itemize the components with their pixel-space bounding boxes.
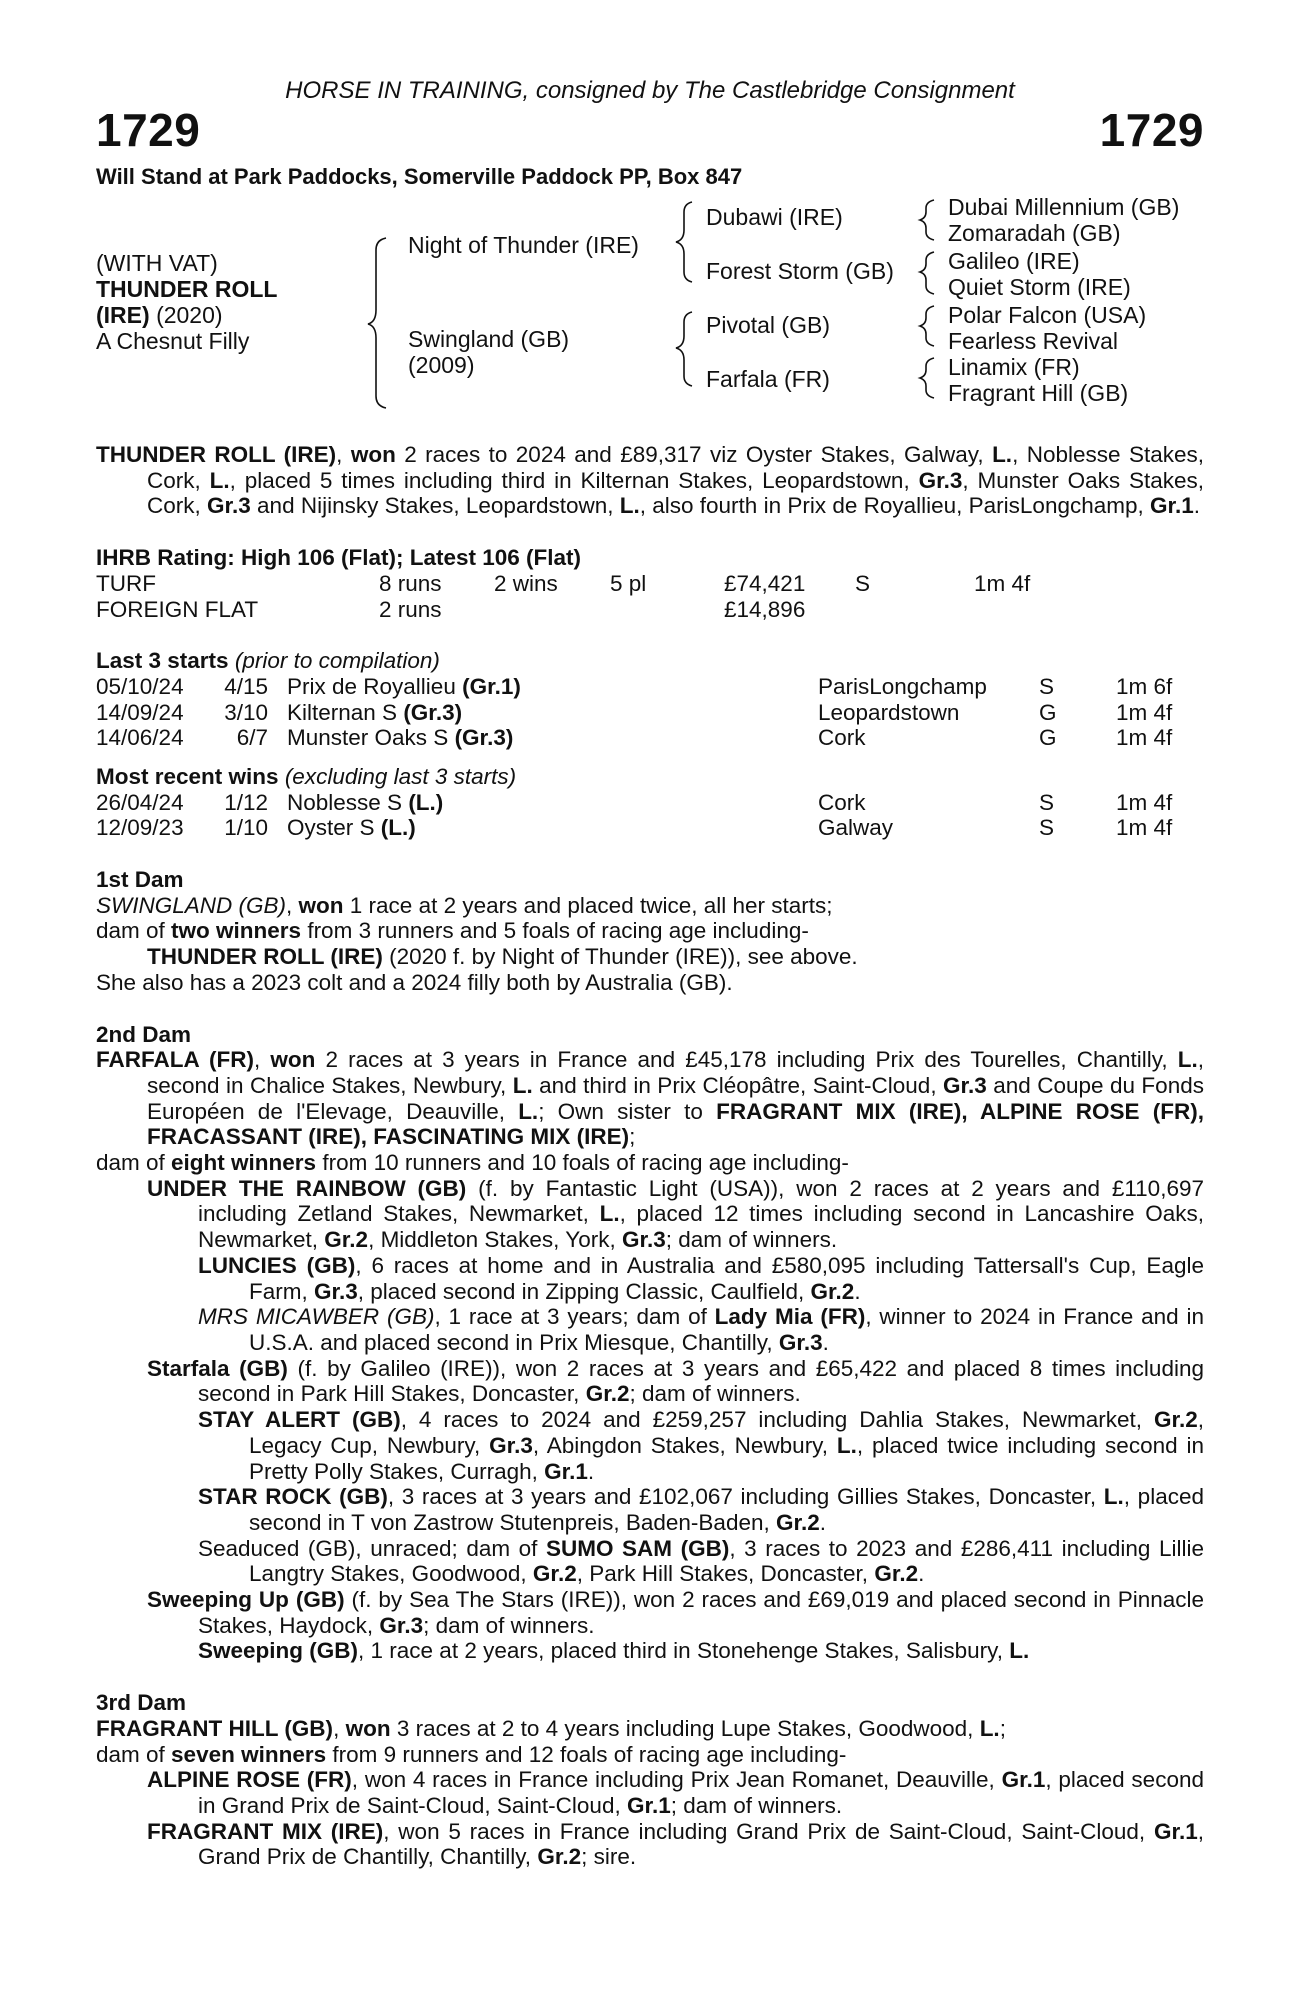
race-dist: 1m 4f [1116, 699, 1173, 725]
race-grade: (L.) [380, 815, 416, 841]
race-going: S [1039, 815, 1055, 841]
lot-number-row [96, 104, 1204, 156]
race-record-row [96, 725, 1204, 751]
race-grade: (L.) [408, 789, 444, 815]
race-dist: 1m 4f [1116, 789, 1173, 815]
sire-sire: Dubawi (IRE) [706, 204, 843, 230]
horse-origin: (IRE) [96, 302, 150, 328]
race-date: 14/09/24 [96, 699, 184, 725]
race-pos: 1/10 [224, 815, 268, 841]
race-pos: 3/10 [224, 699, 268, 725]
race-dist: 1m 4f [1116, 725, 1173, 751]
stand-location: Will Stand at Park Paddocks, Somerville Paddock PP, Box 847 [96, 164, 743, 189]
rating-title: IHRB Rating: High 106 (Flat); Latest 106 (Flat) [96, 545, 582, 571]
race-dist: 1m 4f [1116, 815, 1173, 841]
race-going: G [1039, 725, 1057, 751]
g3-ancestor: Polar Falcon (USA) [948, 302, 1147, 328]
race-course: Cork [818, 789, 866, 815]
g3-ancestor: Galileo (IRE) [948, 248, 1080, 274]
race-title: Oyster S [287, 815, 381, 841]
race-race [287, 815, 416, 841]
race-record-row [96, 700, 1204, 726]
g3-ancestor: Zomaradah (GB) [948, 220, 1121, 246]
consignment-line: HORSE IN TRAINING, consigned by The Castlebridge Consignment [285, 77, 1015, 104]
race-grade: (Gr.1) [462, 673, 521, 699]
race-title: Noblesse S [287, 789, 409, 815]
horse-description: A Chesnut Filly [96, 328, 250, 354]
race-race [287, 725, 513, 751]
race-going: G [1039, 699, 1057, 725]
last3-rows [96, 674, 1204, 751]
race-record-row [96, 815, 1204, 841]
horse-origin-year [96, 302, 223, 328]
race-date: 05/10/24 [96, 673, 184, 699]
race-date: 14/06/24 [96, 725, 184, 751]
dam-year: (2009) [408, 352, 475, 378]
race-record-row [96, 674, 1204, 700]
race-title: Kilternan S [287, 699, 404, 725]
g3-ancestor: Dubai Millennium (GB) [948, 194, 1180, 220]
dam-dam: Farfala (FR) [706, 366, 830, 392]
race-pos: 6/7 [236, 725, 268, 751]
g3-ancestor: Fearless Revival [948, 328, 1118, 354]
sire-dam: Forest Storm (GB) [706, 258, 894, 284]
race-date: 26/04/24 [96, 789, 184, 815]
dam1-section: 1st Dam SWINGLAND (GB), won 1 race at 2 years and placed twice, all her starts; dam of two winners from 3 runners and 5 foals of racing age including- THUNDER ROLL (IRE) (2020 f. by Night of Thunder (IRE)), see above. She also has a 2023 colt and a 2024 filly both by Australia (GB). [96, 867, 1204, 996]
race-title: Prix de Royallieu [287, 673, 463, 699]
last3-title: Last 3 starts (prior to compilation) [96, 648, 440, 674]
lot-number-left: 1729 [96, 104, 201, 156]
race-race [287, 790, 443, 816]
race-summary: THUNDER ROLL (IRE), won 2 races to 2024 and £89,317 viz Oyster Stakes, Galway, L., Noblesse Stakes, Cork, L., placed 5 times including third in Kilternan Stakes, Leopardstown, Gr.3, Munster Oaks Stakes, Cork, Gr.3 and Nijinsky Stakes, Leopardstown, L., also fourth in Prix de Royallieu, ParisLongchamp, Gr.1. [96, 442, 1204, 519]
dam1-title: 1st Dam [96, 867, 184, 893]
vat-status: (WITH VAT) [96, 250, 218, 276]
race-pos: 4/15 [224, 673, 268, 699]
race-grade: (Gr.3) [454, 725, 514, 751]
rating-row: TURF 8 runs 2 wins 5 pl £74,421 S 1m 4f [96, 570, 1031, 596]
dam3-section: 3rd Dam FRAGRANT HILL (GB), won 3 races at 2 to 4 years including Lupe Stakes, Goodwood, L.; dam of seven winners from 9 runners and 12 foals of racing age including- ALPINE ROSE (FR), won 4 races in France including Prix Jean Romanet, Deauville, Gr.1, placed second in Grand Prix de Saint-Cloud, Saint-Cloud, Gr.1; dam of winners. FRAGRANT MIX (IRE), won 5 races in France including Grand Prix de Saint-Cloud, Saint-Cloud, Gr.1, Grand Prix de Chantilly, Chantilly, Gr.2; sire. [96, 1690, 1204, 1870]
dam-sire: Pivotal (GB) [706, 312, 830, 338]
sire: Night of Thunder (IRE) [408, 232, 639, 258]
pedigree-table [96, 190, 1204, 412]
g3-ancestor: Linamix (FR) [948, 354, 1080, 380]
race-dist: 1m 6f [1116, 673, 1173, 699]
catalogue-page [96, 78, 1204, 1870]
g3-ancestor: Fragrant Hill (GB) [948, 380, 1129, 406]
race-going: S [1039, 673, 1055, 699]
race-going: S [1039, 789, 1055, 815]
race-course: Galway [818, 815, 894, 841]
dam3-title: 3rd Dam [96, 1690, 187, 1716]
race-grade: (Gr.3) [403, 699, 463, 725]
race-race [287, 674, 521, 700]
race-pos: 1/12 [224, 789, 268, 815]
dam2-title: 2nd Dam [96, 1021, 192, 1047]
race-course: Cork [818, 725, 866, 751]
recent-title: Most recent wins (excluding last 3 starts) [96, 763, 517, 789]
horse-year: (2020) [156, 302, 223, 328]
g3-ancestor: Quiet Storm (IRE) [948, 274, 1131, 300]
race-course: ParisLongchamp [818, 673, 987, 699]
dam: Swingland (GB) [408, 326, 570, 352]
recent-rows [96, 790, 1204, 841]
race-record-row [96, 790, 1204, 816]
rating-row: FOREIGN FLAT 2 runs £14,896 [96, 596, 806, 622]
race-date: 12/09/23 [96, 815, 184, 841]
horse-name: THUNDER ROLL [96, 276, 278, 302]
race-course: Leopardstown [818, 699, 960, 725]
race-title: Munster Oaks S [287, 725, 455, 751]
race-race [287, 700, 462, 726]
dam2-section: 2nd Dam FARFALA (FR), won 2 races at 3 years in France and £45,178 including Prix des Tourelles, Chantilly, L., second in Chalice Stakes, Newbury, L. and third in Prix Cléopâtre, Saint-Cloud, Gr.3 and Coupe du Fonds Européen de l'Elevage, Deauville, L.; Own sister to FRAGRANT MIX (IRE), ALPINE ROSE (FR), FRACASSANT (IRE), FASCINATING MIX (IRE); dam of eight winners from 10 runners and 10 foals of racing age including- UNDER THE RAINBOW (GB) (f. by Fantastic Light (USA)), won 2 races at 2 years and £110,697 including Zetland Stakes, Newmarket, L., placed 12 times including second in Lancashire Oaks, Newmarket, Gr.2, Middleton Stakes, York, Gr.3; dam of winners. LUNCIES (GB), 6 races at home and in Australia and £580,095 including Tattersall's Cup, Eagle Farm, Gr.3, placed second in Zipping Classic, Caulfield, Gr.2. MRS MICAWBER (GB), 1 race at 3 years; dam of Lady Mia (FR), winner to 2024 in France and in U.S.A. and placed second in Prix Miesque, Chantilly, Gr.3. Starfala (GB) (f. by Galileo (IRE)), won 2 races at 3 years and £65,422 and placed 8 times including second in Park Hill Stakes, Doncaster, Gr.2; dam of winners. STAY ALERT (GB), 4 races to 2024 and £259,257 including Dahlia Stakes, Newmarket, Gr.2, Legacy Cup, Newbury, Gr.3, Abingdon Stakes, Newbury, L., placed twice including second in Pretty Polly Stakes, Curragh, Gr.1. STAR ROCK (GB), 3 races at 3 years and £102,067 including Gillies Stakes, Doncaster, L., placed second in T von Zastrow Stutenpreis, Baden-Baden, Gr.2. Seaduced (GB), unraced; dam of SUMO SAM (GB), 3 races to 2023 and £286,411 including Lillie Langtry Stakes, Goodwood, Gr.2, Park Hill Stakes, Doncaster, Gr.2. Sweeping Up (GB) (f. by Sea The Stars (IRE)), won 2 races and £69,019 and placed second in Pinnacle Stakes, Haydock, Gr.3; dam of winners. Sweeping (GB), 1 race at 2 years, placed third in Stonehenge Stakes, Salisbury, L. [96, 1021, 1205, 1664]
lot-number-right: 1729 [1099, 104, 1204, 156]
